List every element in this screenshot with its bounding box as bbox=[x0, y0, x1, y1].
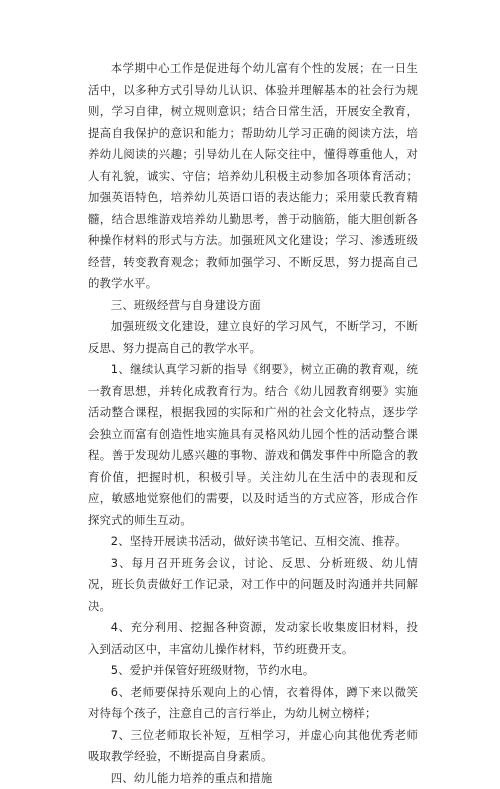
paragraph-item-3: 3、每月召开班务会议，讨论、反思、分析班级、幼儿情况，班长负责做好工作记录，对工作中的问题及时沟通并共同解决。 bbox=[88, 553, 418, 618]
paragraph-intro: 本学期中心工作是促进每个幼儿富有个性的发展；在一日生活中，以多种方式引导幼儿认识、体验并理解基本的社会行为规则，学习自律，树立规则意识；结合日常生活，开展安全教育，提高自我保护的意识和能力；帮助幼儿学习正确的阅读方法，培养幼儿阅读的兴趣；引导幼儿在人际交往中，懂得尊重他人，对人有礼貌，诚实、守信；培养幼儿积极主动参加各项体育活动；加强英语特色，培养幼儿英语口语的表达能力；采用蒙氏教育精髓，结合思维游戏培养幼儿勤思考，善于动脑筋，能大胆创新各种操作材料的形式与方法。加强班风文化建设；学习、渗透班级经营，转变教育观念；教师加强学习、不断反思，努力提高自己的教学水平。 bbox=[88, 58, 418, 295]
paragraph-class-culture: 加强班级文化建设，建立良好的学习风气，不断学习，不断反思、努力提高自己的教学水平。 bbox=[88, 316, 418, 359]
document-body bbox=[88, 58, 418, 789]
paragraph-item-7: 7、三位老师取长补短，互相学习，并虚心向其他优秀老师吸取教学经验，不断提高自身素质。 bbox=[88, 725, 418, 768]
section-heading-3: 三、班级经营与自身建设方面 bbox=[88, 295, 418, 317]
paragraph-item-2: 2、坚持开展读书活动，做好读书笔记、互相交流、推荐。 bbox=[88, 531, 418, 553]
paragraph-item-5: 5、爱护并保管好班级财物，节约水电。 bbox=[88, 660, 418, 682]
section-heading-4: 四、幼儿能力培养的重点和措施 bbox=[88, 768, 418, 789]
paragraph-item-4: 4、充分利用、挖掘各种资源，发动家长收集废旧材料，投入到活动区中，丰富幼儿操作材料，节约班费开支。 bbox=[88, 617, 418, 660]
paragraph-item-1: 1、继续认真学习新的指导《纲要》，树立正确的教育观，统一教育思想，并转化成教育行为。结合《幼儿园教育纲要》实施活动整合课程，根据我园的实际和广州的社会文化特点，逐步学会独立而富有创造性地实施具有灵格风幼儿园个性的活动整合课程。善于发现幼儿感兴趣的事物、游戏和偶发事件中所隐含的教育价值，把握时机，积极引导。关注幼儿在生活中的表现和反应，敏感地觉察他们的需要，以及时适当的方式应答，形成合作探究式的师生互动。 bbox=[88, 359, 418, 531]
paragraph-item-6: 6、老师要保持乐观向上的心情，衣着得体，蹲下来以微笑对待每个孩子，注意自己的言行举止，为幼儿树立榜样； bbox=[88, 682, 418, 725]
